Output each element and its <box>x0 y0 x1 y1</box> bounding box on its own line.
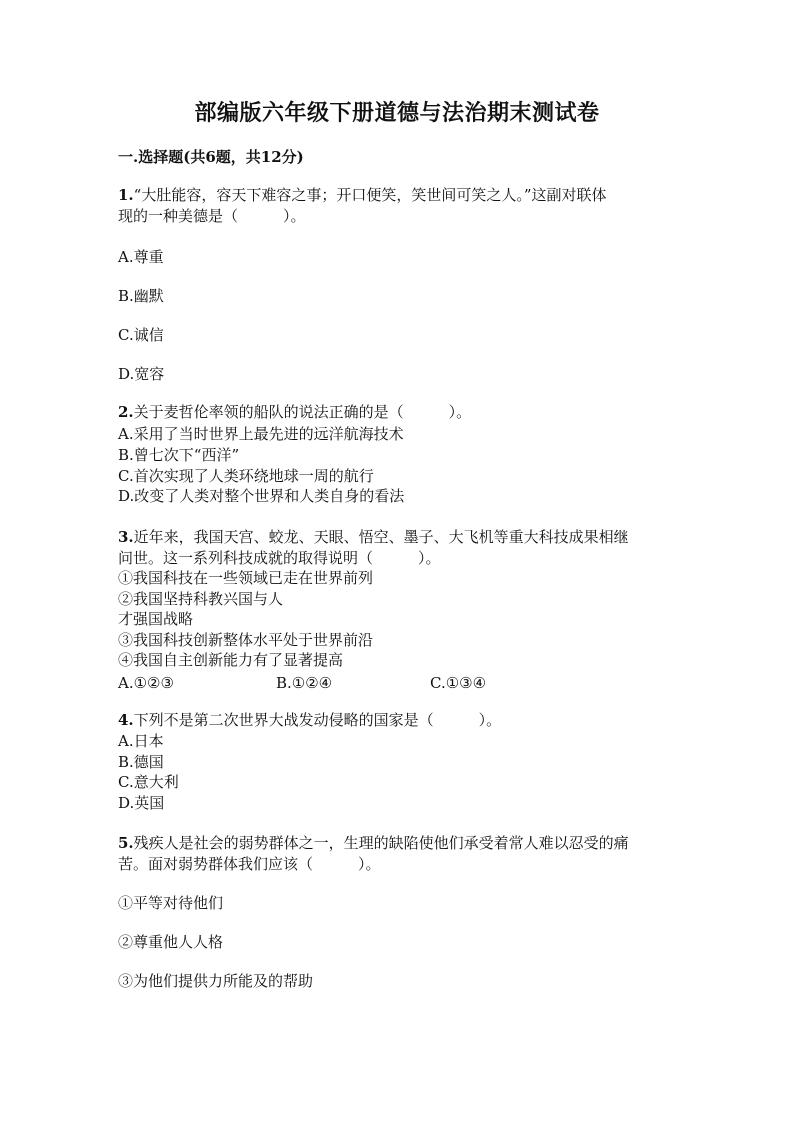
question-3-stem-line-2: 问世。这一系列科技成就的取得说明（ ）。 <box>118 549 441 567</box>
question-3-statement-2-cont: 才强国战略 <box>118 610 194 628</box>
question-5-stem-line-1: 5.残疾人是社会的弱势群体之一，生理的缺陷使他们承受着常人难以忍受的痛 <box>118 834 629 852</box>
question-1-option-d: D.宽容 <box>118 365 165 383</box>
section-heading: 一.选择题(共6题，共12分) <box>118 148 304 166</box>
question-3-stem-line-1: 3.近年来，我国天宫、蛟龙、天眼、悟空、墨子、大飞机等重大科技成果相继 <box>118 528 629 546</box>
question-1-number: 1. <box>118 186 134 204</box>
question-3-option-b: B.①②④ <box>276 674 333 692</box>
question-3-statement-3: ③我国科技创新整体水平处于世界前沿 <box>118 631 374 649</box>
question-2-option-a: A.采用了当时世界上最先进的远洋航海技术 <box>118 425 404 443</box>
question-4-stem: 4.下列不是第二次世界大战发动侵略的国家是（ ）。 <box>118 711 502 729</box>
question-3-statement-2: ②我国坚持科教兴国与人 <box>118 590 284 608</box>
question-4-option-b: B.德国 <box>118 753 164 771</box>
exam-title: 部编版六年级下册道德与法治期末测试卷 <box>194 100 600 126</box>
question-4-number: 4. <box>118 711 134 729</box>
question-5-statement-3: ③为他们提供力所能及的帮助 <box>118 972 314 990</box>
question-3-statement-1: ①我国科技在一些领域已走在世界前列 <box>118 569 374 587</box>
question-2-number: 2. <box>118 403 134 421</box>
question-1-stem-line-1: 1.“大肚能容，容天下难容之事；开口便笑，笑世间可笑之人。”这副对联体 <box>118 186 607 204</box>
question-1-option-b: B.幽默 <box>118 287 164 305</box>
question-4-option-c: C.意大利 <box>118 773 179 791</box>
question-3-statement-4: ④我国自主创新能力有了显著提高 <box>118 651 344 669</box>
question-1-stem-line-2: 现的一种美德是（ ）。 <box>118 207 306 225</box>
question-5-number: 5. <box>118 834 134 852</box>
question-3-option-a: A.①②③ <box>118 674 174 692</box>
question-3-number: 3. <box>118 528 134 546</box>
question-1-option-c: C.诚信 <box>118 326 164 344</box>
question-4-option-d: D.英国 <box>118 794 165 812</box>
question-2-option-b: B.曾七次下“西洋” <box>118 446 240 464</box>
question-4-option-a: A.日本 <box>118 732 164 750</box>
question-2-stem: 2.关于麦哲伦率领的船队的说法正确的是（ ）。 <box>118 403 472 421</box>
question-5-statement-1: ①平等对待他们 <box>118 894 224 912</box>
question-2-option-c: C.首次实现了人类环绕地球一周的航行 <box>118 467 374 485</box>
question-1-option-a: A.尊重 <box>118 248 164 266</box>
question-3-option-c: C.①③④ <box>430 674 487 692</box>
question-5-stem-line-2: 苦。面对弱势群体我们应该（ ）。 <box>118 855 381 873</box>
question-2-option-d: D.改变了人类对整个世界和人类自身的看法 <box>118 487 405 505</box>
question-5-statement-2: ②尊重他人人格 <box>118 933 224 951</box>
